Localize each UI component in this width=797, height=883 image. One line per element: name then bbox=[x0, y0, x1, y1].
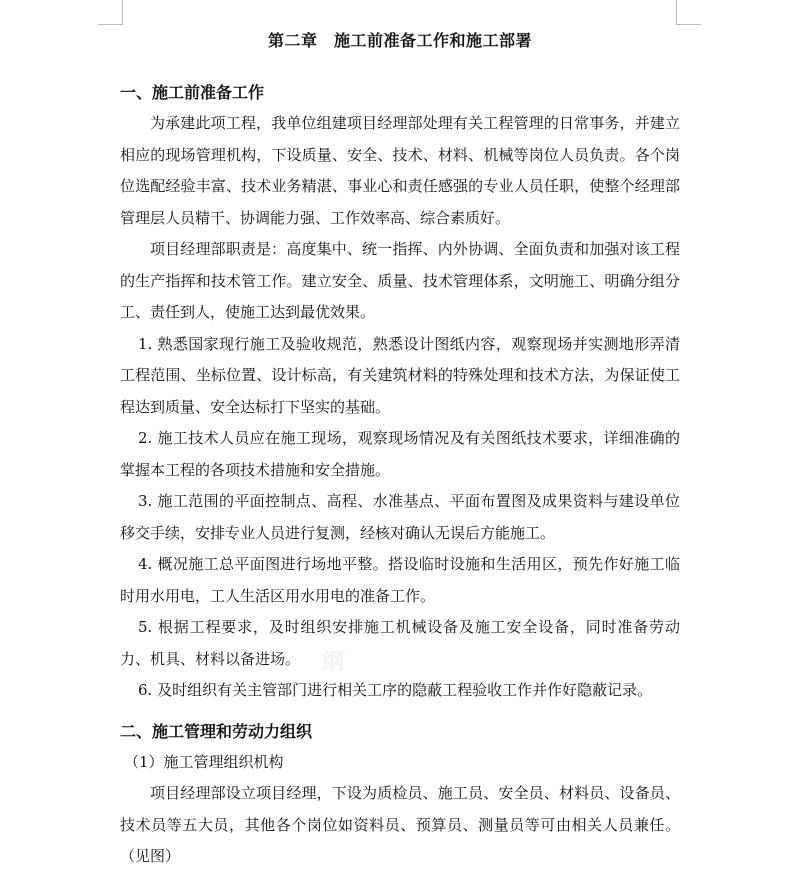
paragraph: 项目经理部设立项目经理，下设为质检员、施工员、安全员、材料员、设备员、技术员等五大员，其他各个岗位如资料员、预算员、测量员等可由相关人员兼任。（见图） bbox=[120, 784, 680, 865]
list-item: 3. 施工范围的平面控制点、高程、水准基点、平面布置图及成果资料与建设单位移交手续，安排专业人员进行复测，经核对确认无误后方能施工。 bbox=[120, 492, 680, 542]
crop-mark-top-left bbox=[98, 0, 123, 25]
list-item: 4. 概况施工总平面图进行场地平整。搭设临时设施和生活用区，预先作好施工临时用水用电，工人生活区用水用电的准备工作。 bbox=[120, 555, 680, 605]
section-heading-preparation: 一、施工前准备工作 bbox=[120, 83, 265, 102]
document-body bbox=[120, 26, 680, 873]
subheading: （1）施工管理组织机构 bbox=[124, 752, 284, 771]
paragraph: 项目经理部职责是：高度集中、统一指挥、内外协调、全面负责和加强对该工程的生产指挥和技术管工作。建立安全、质量、技术管理体系，文明施工、明确分组分工、责任到人，使施工达到最优效果。 bbox=[120, 240, 680, 321]
list-item: 2. 施工技术人员应在施工现场，观察现场情况及有关图纸技术要求，详细准确的掌握本工程的各项技术措施和安全措施。 bbox=[120, 429, 680, 479]
section-heading-management: 二、施工管理和劳动力组织 bbox=[120, 721, 313, 741]
crop-mark-top-right bbox=[676, 0, 701, 25]
watermark: 纲 bbox=[322, 649, 345, 675]
paragraph: 为承建此项工程，我单位组建项目经理部处理有关工程管理的日常事务，并建立相应的现场管理机构，下设质量、安全、技术、材料、机械等岗位人员负责。各个岗位选配经验丰富、技术业务精湛、事业心和责任感强的专业人员任职，使整个经理部管理层人员精干、协调能力强、工作效率高、综合素质好。 bbox=[120, 114, 680, 227]
list-item: 1. 熟悉国家现行施工及验收规范，熟悉设计图纸内容，观察现场并实测地形弄清工程范围、坐标位置、设计标高，有关建筑材料的特殊处理和技术方法，为保证使工程达到质量、安全达标打下坚实的基础。 bbox=[120, 334, 680, 416]
list-item: 6. 及时组织有关主管部门进行相关工序的隐蔽工程验收工作并作好隐蔽记录。 bbox=[138, 681, 653, 699]
list-item: 5. 根据工程要求，及时组织安排施工机械设备及施工安全设备，同时准备劳动力、机具、材料以备进场。 bbox=[120, 618, 680, 668]
chapter-title: 第二章 施工前准备工作和施工部署 bbox=[267, 31, 532, 50]
